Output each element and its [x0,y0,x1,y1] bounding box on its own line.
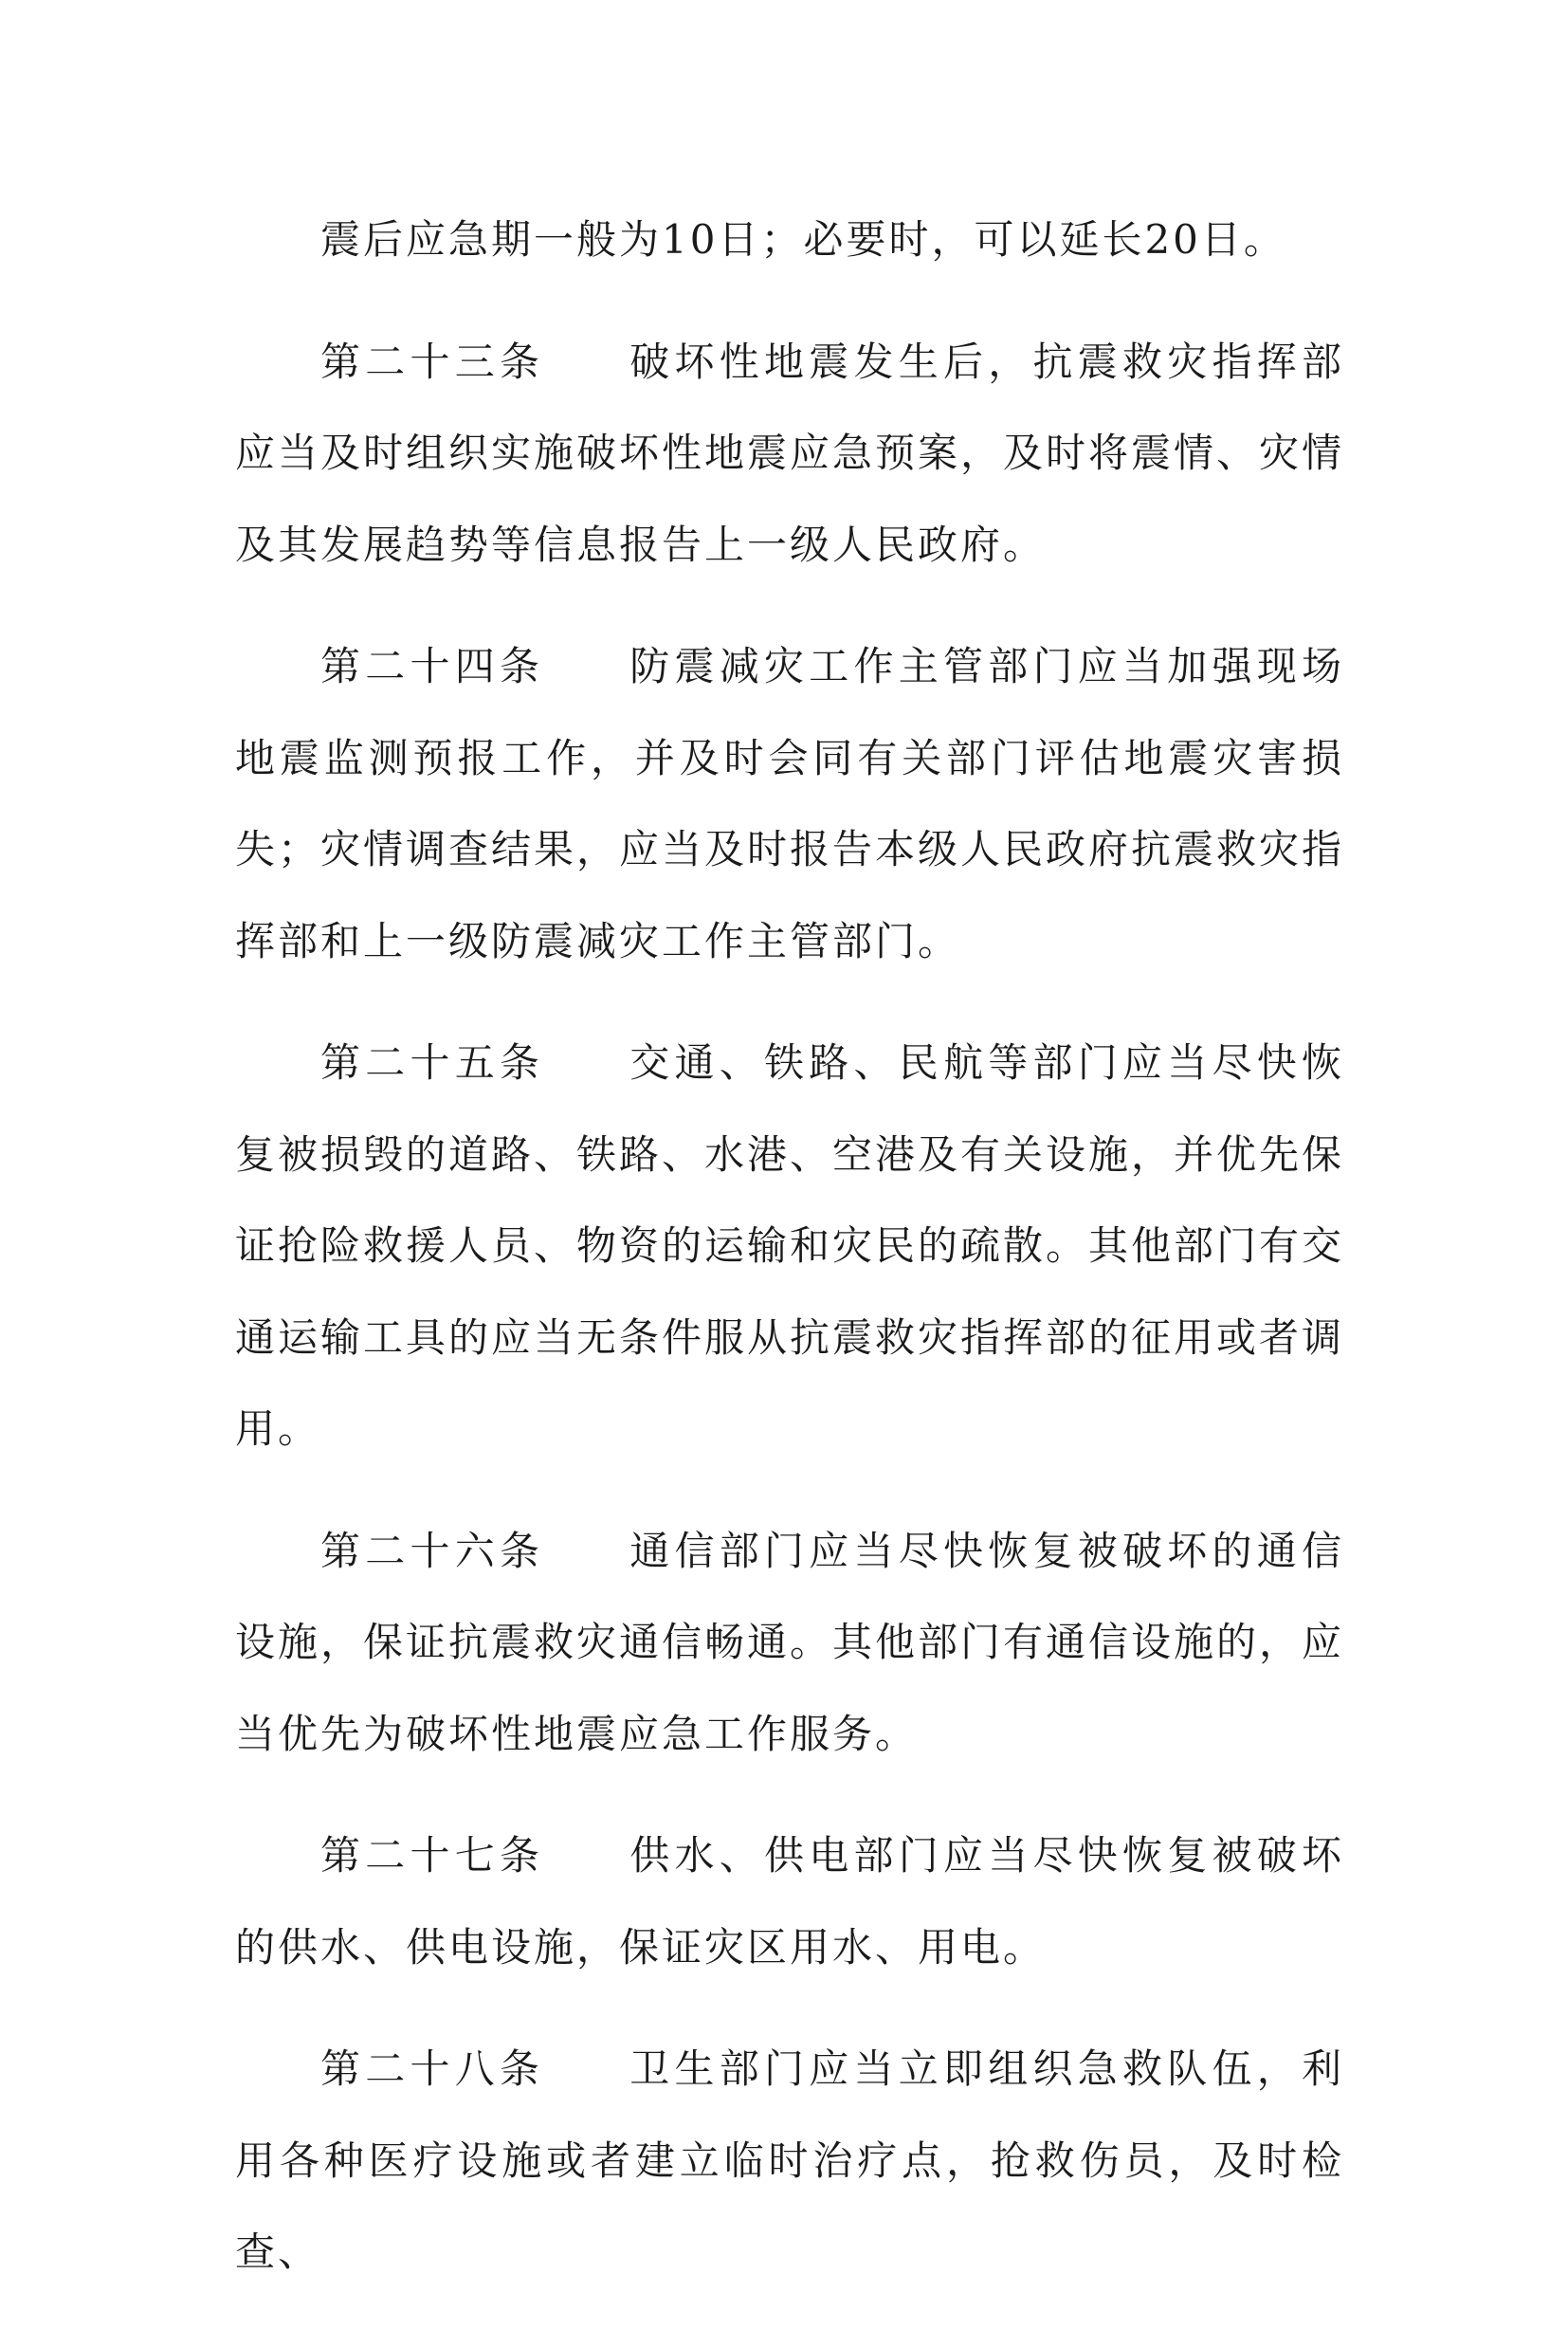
document-body [235,194,1344,2329]
article-number: 第二十四条 [320,643,545,689]
article-text: 供水、供电部门应当尽快恢复被破坏的供水、供电设施，保证灾区用水、用电。 [235,1832,1344,1971]
article-text: 交通、铁路、民航等部门应当尽快恢复被损毁的道路、铁路、水港、空港及有关设施，并优先保证抢险救援人员、物资的运输和灾民的疏散。其他部门有交通运输工具的应当无条件服从抗震救灾指挥部的征用或者调用。 [235,1039,1345,1452]
article-number: 第二十六条 [320,1527,545,1574]
paragraph-text: 震后应急期一般为10日；必要时，可以延长20日。 [320,216,1286,263]
article-number: 第二十五条 [320,1039,545,1086]
article-25 [235,1018,1344,1476]
article-number: 第二十三条 [320,338,545,385]
article-24 [235,621,1344,987]
article-text: 卫生部门应当立即组织急救队伍，利用各种医疗设施或者建立临时治疗点，抢救伤员，及时检查、 [235,2045,1344,2275]
article-text: 通信部门应当尽快恢复被破坏的通信设施，保证抗震救灾通信畅通。其他部门有通信设施的，应当优先为破坏性地震应急工作服务。 [235,1527,1345,1757]
article-23 [235,317,1344,592]
article-text: 破坏性地震发生后，抗震救灾指挥部应当及时组织实施破坏性地震应急预案，及时将震情、灾情及其发展趋势等信息报告上一级人民政府。 [235,338,1345,568]
article-27 [235,1810,1344,1993]
article-number: 第二十八条 [320,2045,545,2092]
article-text: 防震减灾工作主管部门应当加强现场地震监测预报工作，并及时会同有关部门评估地震灾害损失；灾情调查结果，应当及时报告本级人民政府抗震救灾指挥部和上一级防震减灾工作主管部门。 [235,643,1345,964]
paragraph-continuation [235,194,1344,286]
article-26 [235,1506,1344,1781]
article-number: 第二十七条 [320,1832,545,1879]
article-28 [235,2024,1344,2299]
